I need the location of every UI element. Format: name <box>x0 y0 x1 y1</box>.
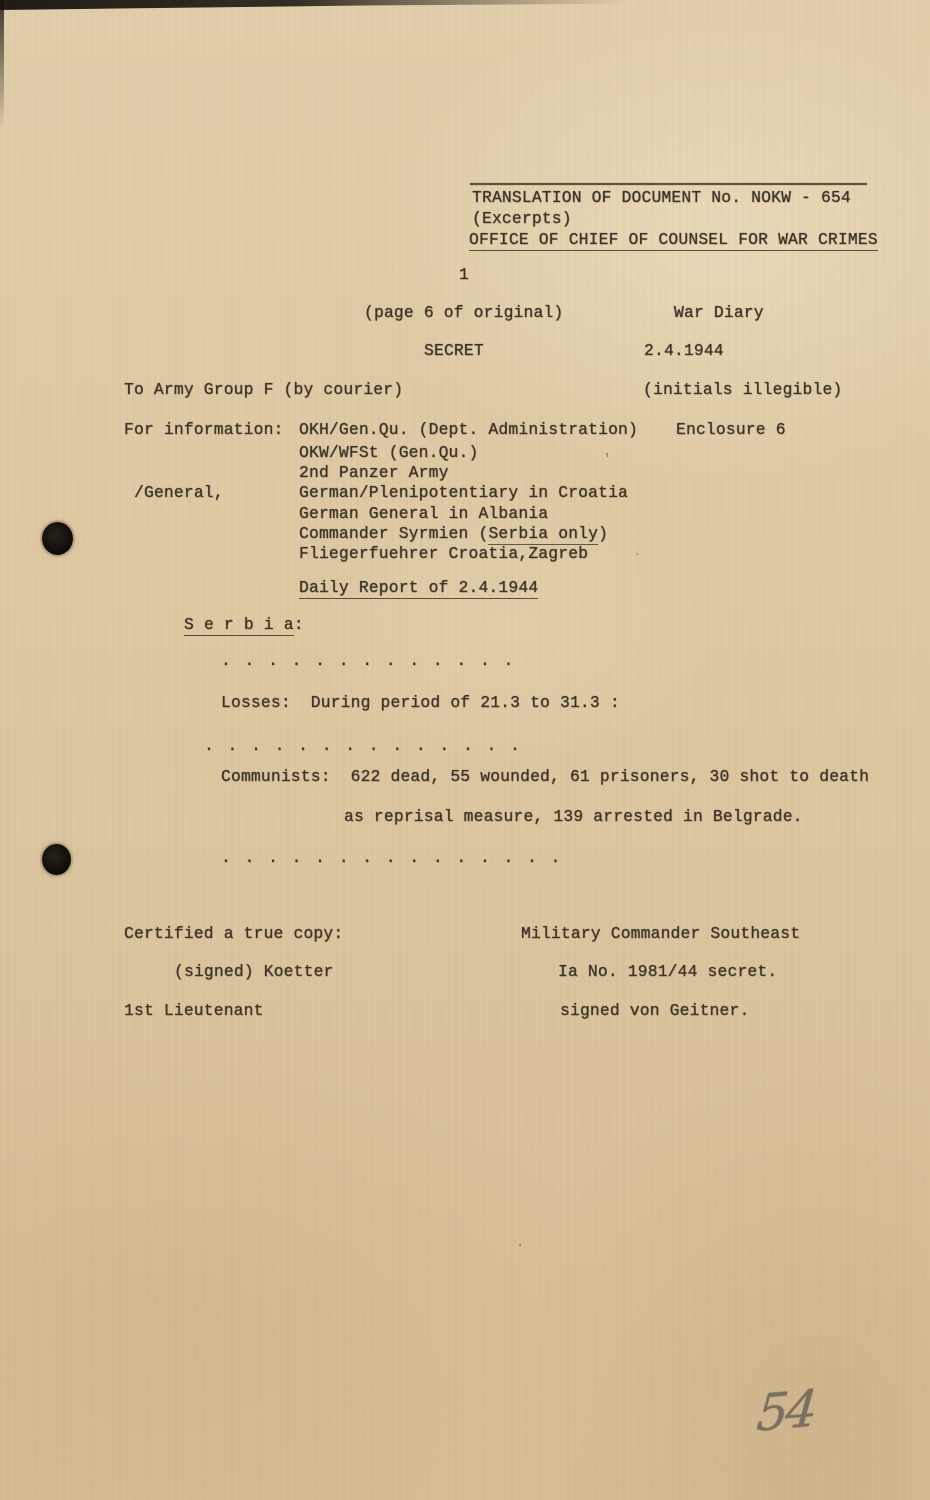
recipient-okh: OKH/Gen.Qu. (Dept. Administration) <box>299 420 638 439</box>
stray-mark: ' <box>603 452 612 468</box>
recipient-syrmien-pre: Commander Syrmien ( <box>299 524 489 543</box>
losses-line: Losses: During period of 21.3 to 31.3 : <box>221 693 620 712</box>
recipient-okw: OKW/WFSt (Gen.Qu.) <box>299 443 479 462</box>
classification-label: SECRET <box>424 341 484 360</box>
recipient-syrmien-underlined: Serbia only <box>488 524 599 543</box>
typed-page-number: 1 <box>459 265 469 284</box>
punch-hole-top <box>42 522 73 555</box>
stray-mark: ` <box>633 552 642 568</box>
enclosure-label: Enclosure 6 <box>676 420 786 439</box>
war-diary-label: War Diary <box>674 303 764 322</box>
recipient-plenipotentiary: German/Plenipotentiary in Croatia <box>299 483 629 502</box>
header-excerpts: (Excerpts) <box>472 209 572 228</box>
recipient-syrmien <box>299 525 608 544</box>
recipient-albania: German General in Albania <box>299 504 549 523</box>
report-title: Daily Report of 2.4.1944 <box>299 578 539 597</box>
communists-line-1: Communists: 622 dead, 55 wounded, 61 prisoners, 30 shot to death <box>221 767 870 786</box>
recipient-syrmien-post: ) <box>598 524 609 543</box>
for-information-label: For information: <box>124 420 284 439</box>
commander-southeast-line: Military Commander Southeast <box>521 924 801 943</box>
scan-edge-top <box>0 0 660 10</box>
signed-koetter-line: (signed) Koetter <box>174 962 334 981</box>
ellipsis-row-1: . . . . . . . . . . . . . <box>221 651 514 670</box>
recipient-fliegerfuehrer: Fliegerfuehrer Croatia,Zagreb <box>299 544 589 563</box>
ellipsis-row-3: . . . . . . . . . . . . . . . <box>221 848 561 867</box>
initials-note: (initials illegible) <box>643 380 843 399</box>
signed-geitner-line: signed von Geitner. <box>560 1001 750 1020</box>
ia-number-line: Ia No. 1981/44 secret. <box>558 962 778 981</box>
scan-edge-left <box>0 0 4 130</box>
punch-hole-bottom <box>42 844 71 875</box>
handwritten-page-number: 54 <box>754 1379 818 1443</box>
header-title: TRANSLATION OF DOCUMENT No. NOKW - 654 <box>472 188 851 207</box>
section-serbia: S e r b i a <box>184 615 294 634</box>
communists-line-2: as reprisal measure, 139 arrested in Belgrade. <box>344 807 803 826</box>
header-overline <box>470 183 867 185</box>
general-note: /General, <box>134 483 224 502</box>
ellipsis-row-2: . . . . . . . . . . . . . . <box>204 736 521 755</box>
certified-copy-line: Certified a true copy: <box>124 924 344 943</box>
recipient-panzer-army: 2nd Panzer Army <box>299 463 449 482</box>
page-reference: (page 6 of original) <box>364 303 564 322</box>
addressee-line: To Army Group F (by courier) <box>124 380 404 399</box>
document-date: 2.4.1944 <box>644 341 724 360</box>
section-serbia-colon: : <box>293 615 304 634</box>
lieutenant-line: 1st Lieutenant <box>124 1001 264 1020</box>
header-office: OFFICE OF CHIEF OF COUNSEL FOR WAR CRIMES <box>469 230 878 249</box>
stray-mark: . <box>516 1235 525 1251</box>
